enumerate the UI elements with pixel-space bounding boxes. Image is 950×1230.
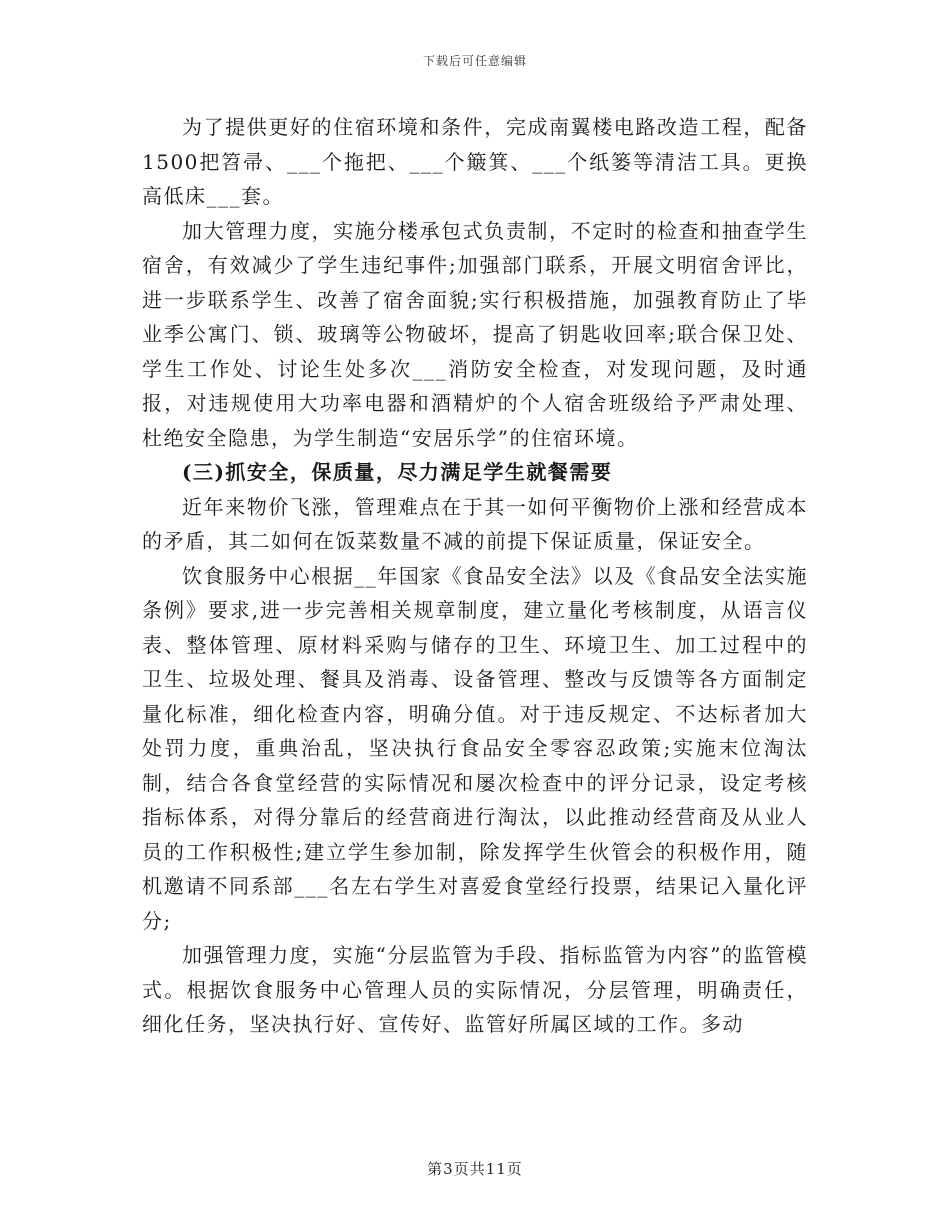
paragraph-price-challenges: 近年来物价飞涨，管理难点在于其一如何平衡物价上涨和经营成本的矛盾，其二如何在饭菜数量不减的前提下保证质量，保证安全。 <box>142 494 808 553</box>
paragraph-layered-supervision: 加强管理力度，实施“分层监管为手段、指标监管为内容”的监管模式。根据饮食服务中心管理人员的实际情况，分层管理，明确责任，细化任务，坚决执行好、宣传好、监管好所属区域的工作。多动 <box>142 943 808 1036</box>
paragraph-food-safety: 饮食服务中心根据__年国家《食品安全法》以及《食品安全法实施条例》要求,进一步完善相关规章制度，建立量化考核制度，从语言仪表、整体管理、原材料采购与储存的卫生、环境卫生、加工过程中的卫生、垃圾处理、餐具及消毒、设备管理、整改与反馈等各方面制定量化标准，细化检查内容，明确分值。对于违反规定、不达标者加大处罚力度，重典治乱，坚决执行食品安全零容忍政策;实施末位淘汰制，结合各食堂经营的实际情况和屡次检查中的评分记录，设定考核指标体系，对得分靠后的经营商进行淘汰，以此推动经营商及从业人员的工作积极性;建立学生参加制，除发挥学生伙管会的积极作用，随机邀请不同系部___名左右学生对喜爱食堂经行投票，结果记入量化评分; <box>142 563 808 933</box>
page-header-note: 下载后可任意编辑 <box>422 54 527 68</box>
section-heading-dining: (三)抓安全，保质量，尽力满足学生就餐需要 <box>182 460 613 484</box>
document-body <box>142 110 808 1042</box>
page-number: 第3页共11页 <box>427 1160 523 1178</box>
paragraph-dorm-management: 加大管理力度，实施分楼承包式负责制，不定时的检查和抽查学生宿舍，有效减少了学生违纪事件;加强部门联系，开展文明宿舍评比，进一步联系学生、改善了宿舍面貌;实行积极措施，加强教育防止了毕业季公寓门、锁、玻璃等公物破坏，提高了钥匙收回率;联合保卫处、学生工作处、讨论生处多次___消防安全检查，对发现问题，及时通报，对违规使用大功率电器和酒精炉的个人宿舍班级给予严肃处理、杜绝安全隐患，为学生制造“安居乐学”的住宿环境。 <box>142 218 808 450</box>
paragraph-cleaning-tools: 为了提供更好的住宿环境和条件，完成南翼楼电路改造工程，配备1500把笤帚、___个拖把、___个簸箕、___个纸篓等清洁工具。更换高低床___套。 <box>142 115 808 208</box>
